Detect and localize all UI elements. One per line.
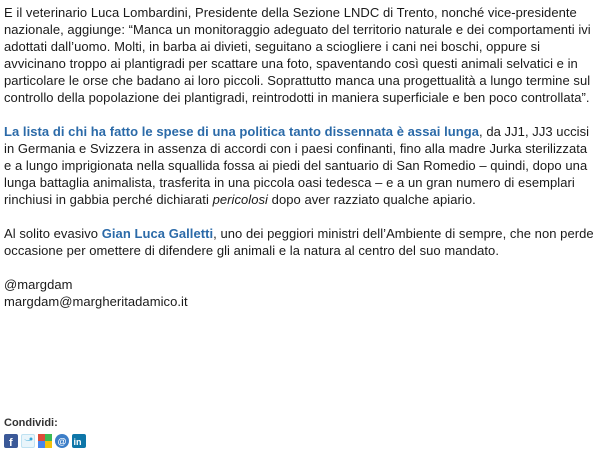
svg-text:in: in (73, 437, 82, 447)
share-icons (4, 434, 86, 448)
article-body (4, 4, 594, 327)
paragraph-minister (4, 225, 594, 259)
twitter-icon[interactable] (21, 434, 35, 448)
linkedin-icon[interactable] (72, 434, 86, 448)
highlight-link-list[interactable]: La lista di chi ha fatto le spese di una politica tanto dissennata è assai lunga (4, 124, 480, 139)
svg-text:@: @ (57, 436, 67, 447)
google-plus-icon[interactable] (38, 434, 52, 448)
svg-text:f: f (9, 437, 13, 448)
share-section (4, 417, 86, 448)
italic-word: pericolosi (212, 192, 268, 207)
paragraph-minister-end: , uno dei peggiori ministri dell’Ambiente di sempre, che non perde occasione per omettere di difendere gli animali e la natura al centro del suo mandato. (4, 226, 594, 258)
share-label: Condividi: (4, 417, 58, 429)
paragraph-list-end: dopo aver razziato qualche apiario. (268, 192, 476, 207)
facebook-icon[interactable] (4, 434, 18, 448)
email-icon[interactable] (55, 434, 69, 448)
author-contact (4, 276, 594, 310)
minister-name-link[interactable]: Gian Luca Galletti (101, 226, 214, 241)
paragraph-list (4, 123, 594, 208)
author-handle: @margdam (4, 277, 73, 292)
paragraph-minister-start: Al solito evasivo (4, 226, 102, 241)
paragraph-quote (4, 4, 594, 106)
paragraph-quote-text: E il veterinario Luca Lombardini, Presidente della Sezione LNDC di Trento, nonché vice-presidente nazionale, aggiunge: “Manca un monitoraggio adeguato del territorio naturale e dei comportamenti ivi adottati dall’uomo. Molti, in barba ai divieti, seguitano a sciogliere i cani nei boschi, oppure si avvicinano troppo ai plantigradi per scattare una foto, spaventando così questi animali selvatici e in particolare le orse che badano ai loro piccoli. Soprattutto manca una progettualità a lungo termine sul controllo della popolazione dei plantigradi, reintrodotti in maniera superficiale e ben poco controllata”. (4, 5, 591, 105)
author-email: margdam@margheritadamico.it (4, 294, 188, 309)
paragraph-list-text: , da JJ1, JJ3 uccisi in Germania e Svizzera in assenza di accordi con i paesi confinanti, fino alla madre Jurka sterilizzata e a lungo imprigionata nella squallida fossa ai piedi del santuario di San Romedio – quindi, dopo una lunga battaglia animalista, trasferita in una piccola oasi tedesca – e a un gran numero di esemplari rinchiusi in gabbia perché dichiarati (4, 124, 590, 207)
